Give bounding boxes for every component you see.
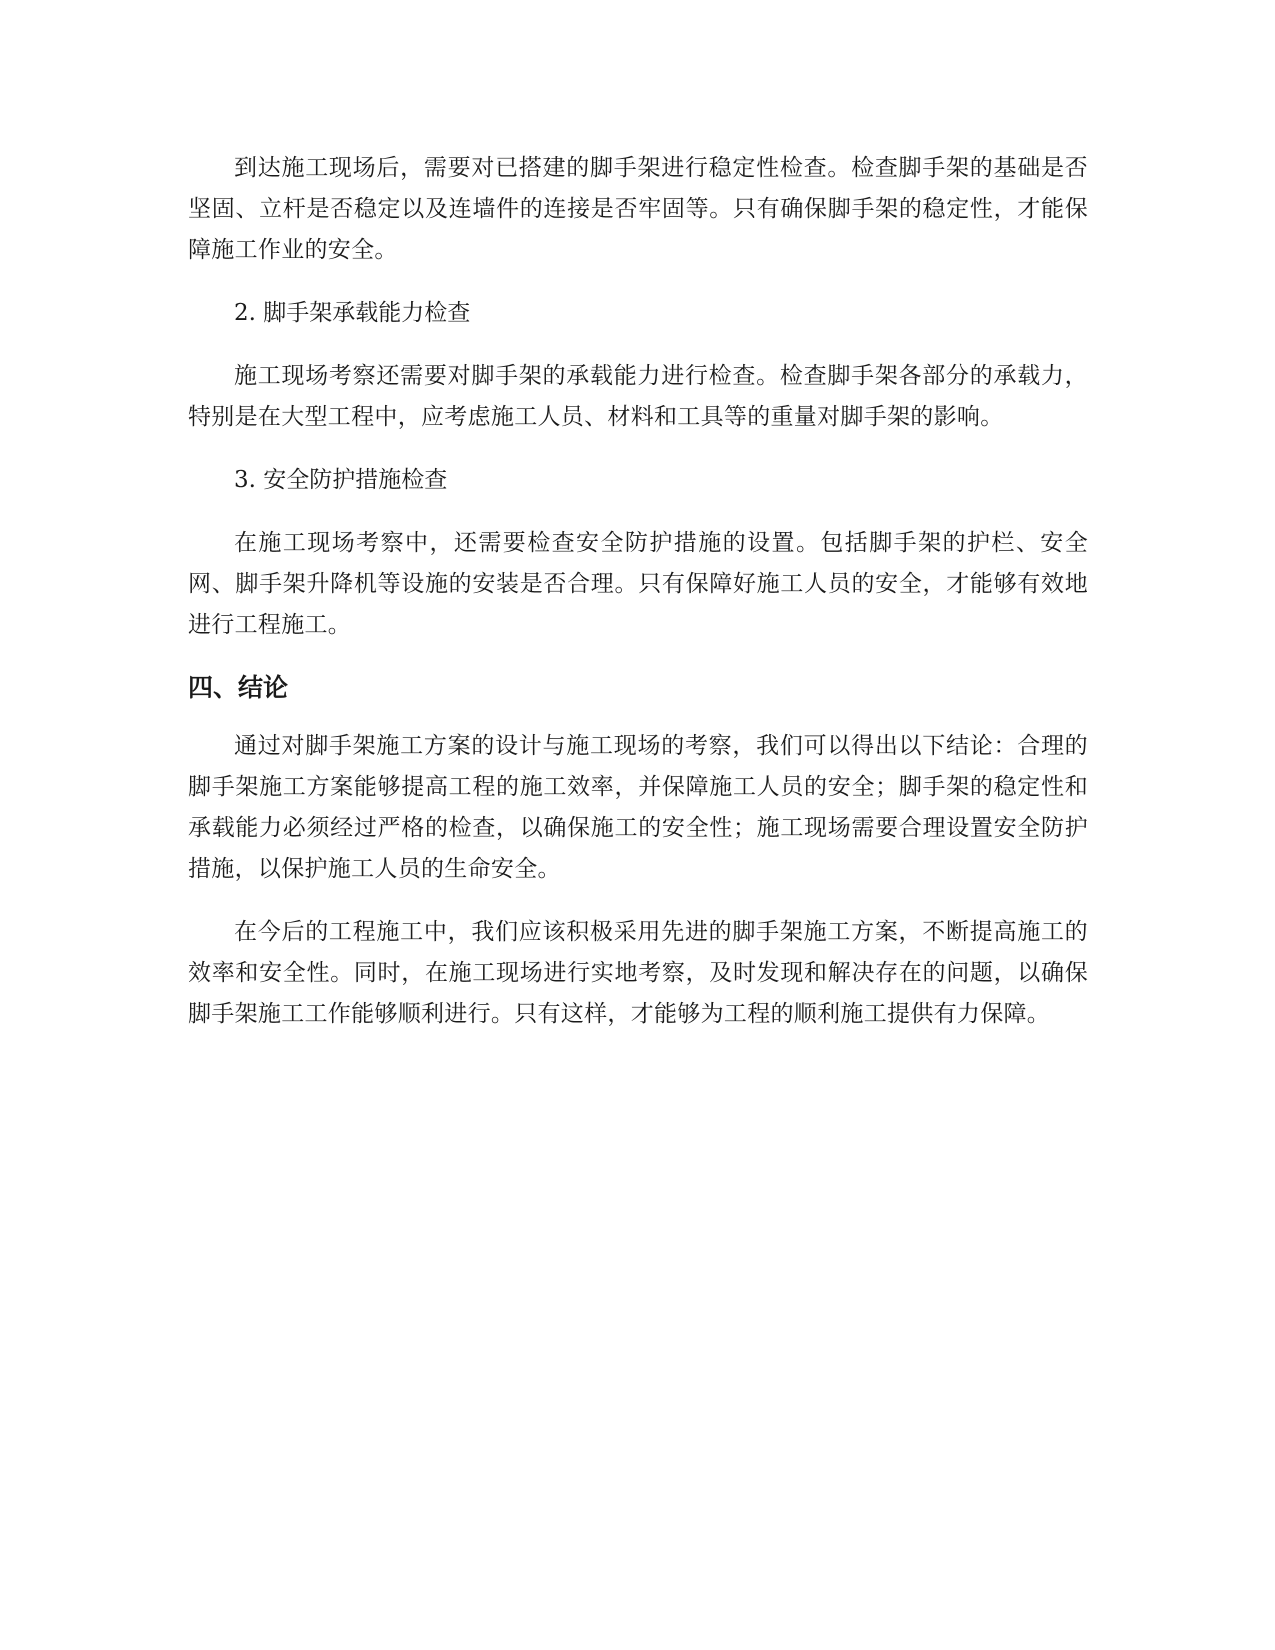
document-body: [188, 148, 1088, 1057]
subheading-load-capacity: 2. 脚手架承载能力检查: [234, 300, 471, 326]
section-heading-conclusion: 四、结论: [188, 673, 289, 702]
paragraph-load-capacity: 施工现场考察还需要对脚手架的承载能力进行检查。检查脚手架各部分的承载力，特别是在大型工程中，应考虑施工人员、材料和工具等的重量对脚手架的影响。: [188, 363, 1088, 430]
paragraph-stability-check: 到达施工现场后，需要对已搭建的脚手架进行稳定性检查。检查脚手架的基础是否坚固、立杆是否稳定以及连墙件的连接是否牢固等。只有确保脚手架的稳定性，才能保障施工作业的安全。: [188, 155, 1088, 263]
paragraph-safety-measures: 在施工现场考察中，还需要检查安全防护措施的设置。包括脚手架的护栏、安全网、脚手架升降机等设施的安装是否合理。只有保障好施工人员的安全，才能够有效地进行工程施工。: [188, 530, 1088, 638]
subheading-safety-measures: 3. 安全防护措施检查: [234, 467, 448, 493]
paragraph-conclusion-2: 在今后的工程施工中，我们应该积极采用先进的脚手架施工方案，不断提高施工的效率和安全性。同时，在施工现场进行实地考察，及时发现和解决存在的问题，以确保脚手架施工工作能够顺利进行。只有这样，才能够为工程的顺利施工提供有力保障。: [188, 919, 1088, 1027]
paragraph-conclusion-1: 通过对脚手架施工方案的设计与施工现场的考察，我们可以得出以下结论：合理的脚手架施工方案能够提高工程的施工效率，并保障施工人员的安全；脚手架的稳定性和承载能力必须经过严格的检查，以确保施工的安全性；施工现场需要合理设置安全防护措施，以保护施工人员的生命安全。: [188, 733, 1088, 882]
